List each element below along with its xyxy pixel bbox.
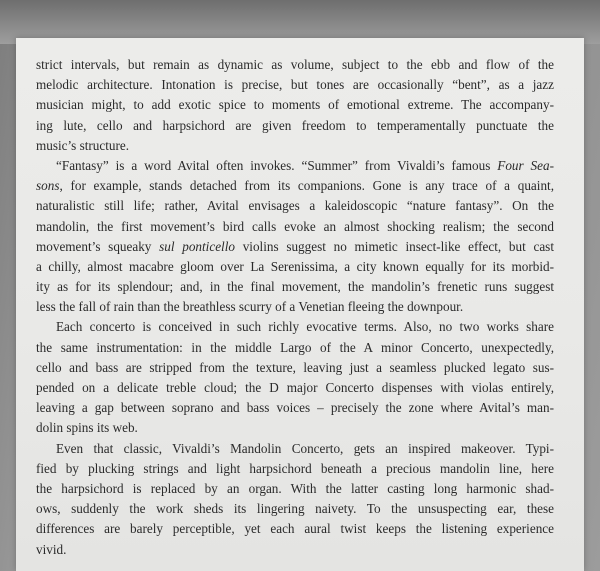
text-line: pended on a delicate treble cloud; the D major Concerto dispenses with violas entirely, (36, 380, 554, 395)
text-line: cello and bass are stripped from the texture, leaving just a seamless plucked legato sus- (36, 359, 554, 375)
body-text (36, 55, 554, 560)
text-line: a chilly, almost macabre gloom over La Serenissima, a city known equally for its morbid- (36, 258, 554, 274)
italic-text: sul ponticello (159, 238, 235, 254)
text-line: music’s structure. (36, 137, 130, 153)
text-line: naturalistic still life; rather, Avital envisages a kaleidoscopic “nature fantasy”. On the (36, 198, 554, 214)
text-line: mandolin, the first movement’s bird calls evoke an almost shocking realism; the second (36, 218, 554, 234)
text-run: “Fantasy” is a word Avital often invokes. “Summer” from Vivaldi’s famous (56, 157, 498, 173)
text-run: movement’s squeaky (36, 238, 160, 254)
text-line: dolin spins its web. (36, 420, 138, 436)
text-line (36, 237, 554, 257)
text-line: less the fall of rain than the breathless scurry of a Venetian fleeing the downpour. (36, 299, 464, 315)
italic-text: sons (36, 178, 60, 194)
text-line: ity as for its splendour; and, in the final movement, the mandolin’s frenetic runs suggest (36, 279, 554, 295)
italic-text: Four Sea- (497, 157, 554, 173)
text-run: , for example, stands detached from its companions. Gone is any trace of a quaint, (59, 178, 554, 194)
text-line: the harpsichord is replaced by an organ. With the latter casting long harmonic shad- (36, 480, 554, 496)
text-line: leaving a gap between soprano and bass voices – precisely the zone where Avital’s man- (36, 400, 554, 416)
text-line: fied by plucking strings and light harpsichord beneath a precious mandolin line, here (36, 460, 554, 476)
text-line: strict intervals, but remain as dynamic as volume, subject to the ebb and flow of the (36, 57, 554, 72)
text-line: Even that classic, Vivaldi’s Mandolin Concerto, gets an inspired makeover. Typi- (56, 440, 554, 456)
text-line: differences are barely perceptible, yet each aural twist keeps the listening experience (36, 521, 554, 537)
text-line: melodic architecture. Intonation is precise, but tones are occasionally “bent”, as a jazz (36, 77, 554, 93)
text-line (36, 156, 554, 176)
text-line: the same instrumentation: in the middle Largo of the A minor Concerto, unexpectedly, (36, 339, 554, 355)
text-line (36, 176, 554, 196)
text-run: violins suggest no mimetic insect-like effect, but cast (234, 238, 554, 254)
text-line: Each concerto is conceived in such richly evocative terms. Also, no two works share (56, 319, 554, 335)
text-line: ing lute, cello and harpsichord are given freedom to temperamentally punctuate the (36, 117, 554, 133)
booklet-page (16, 38, 584, 571)
text-line: ows, suddenly the work sheds its lingering naivety. To the unsuspecting ear, these (36, 501, 554, 517)
text-line: vivid. (36, 541, 67, 557)
text-line: musician might, to add exotic spice to moments of emotional extreme. The accompany- (36, 97, 554, 113)
